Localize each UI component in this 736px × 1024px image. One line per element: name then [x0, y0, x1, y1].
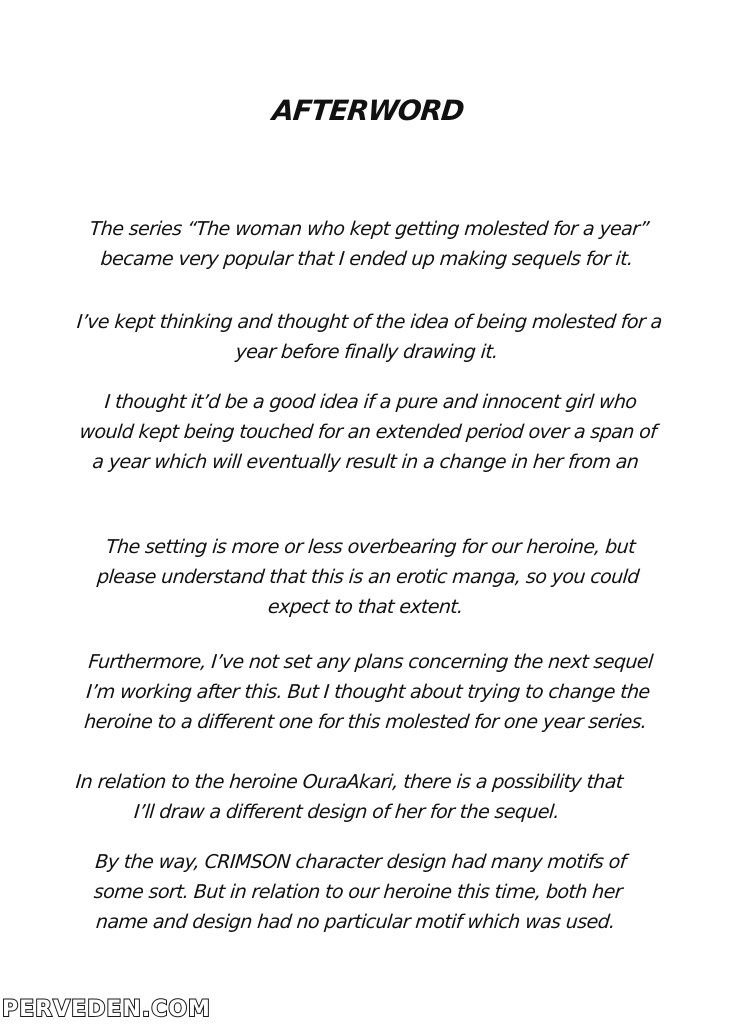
text-line: heroine to a different one for this molested for one year series.	[83, 711, 648, 733]
text-line: I’ve kept thinking and thought of the idea of being molested for a	[75, 311, 663, 333]
paragraph-7	[26, 847, 690, 937]
text-line: year before finally drawing it.	[234, 341, 499, 363]
text-line: would kept being touched for an extended period over a span of	[78, 421, 658, 443]
text-line: expect to that extent.	[267, 596, 464, 618]
paragraph-2	[37, 307, 698, 367]
text-line: please understand that this is an erotic manga, so you could	[96, 566, 640, 588]
text-line: I thought it’d be a good idea if a pure and innocent girl who	[103, 391, 638, 413]
paragraph-1	[37, 214, 698, 274]
text-line: The series “The woman who kept getting molested for a year”	[88, 218, 650, 240]
paragraph-6	[17, 767, 678, 827]
page-title: AFTERWORD	[270, 94, 466, 127]
text-line: name and design had no particular motif which was used.	[95, 911, 616, 933]
paragraph-3	[36, 387, 700, 477]
text-line: By the way, CRIMSON character design had many motifs of	[94, 851, 627, 873]
text-line: The setting is more or less overbearing for our heroine, but	[105, 536, 637, 558]
site-watermark: PERVEDEN.COM	[2, 997, 211, 1022]
text-line: In relation to the heroine OuraAkari, there is a possibility that	[74, 771, 624, 793]
paragraph-4	[36, 532, 700, 622]
text-line: Furthermore, I’ve not set any plans concerning the next sequel	[87, 651, 654, 673]
paragraph-5	[36, 647, 700, 737]
text-line: I’ll draw a different design of her for the sequel.	[133, 801, 561, 823]
text-line: a year which will eventually result in a change in her from an	[91, 451, 640, 473]
text-line: some sort. But in relation to our heroine this time, both her	[92, 881, 624, 903]
text-line: became very popular that I ended up making sequels for it.	[99, 248, 634, 270]
text-line: I’m working after this. But I thought about trying to change the	[85, 681, 651, 703]
